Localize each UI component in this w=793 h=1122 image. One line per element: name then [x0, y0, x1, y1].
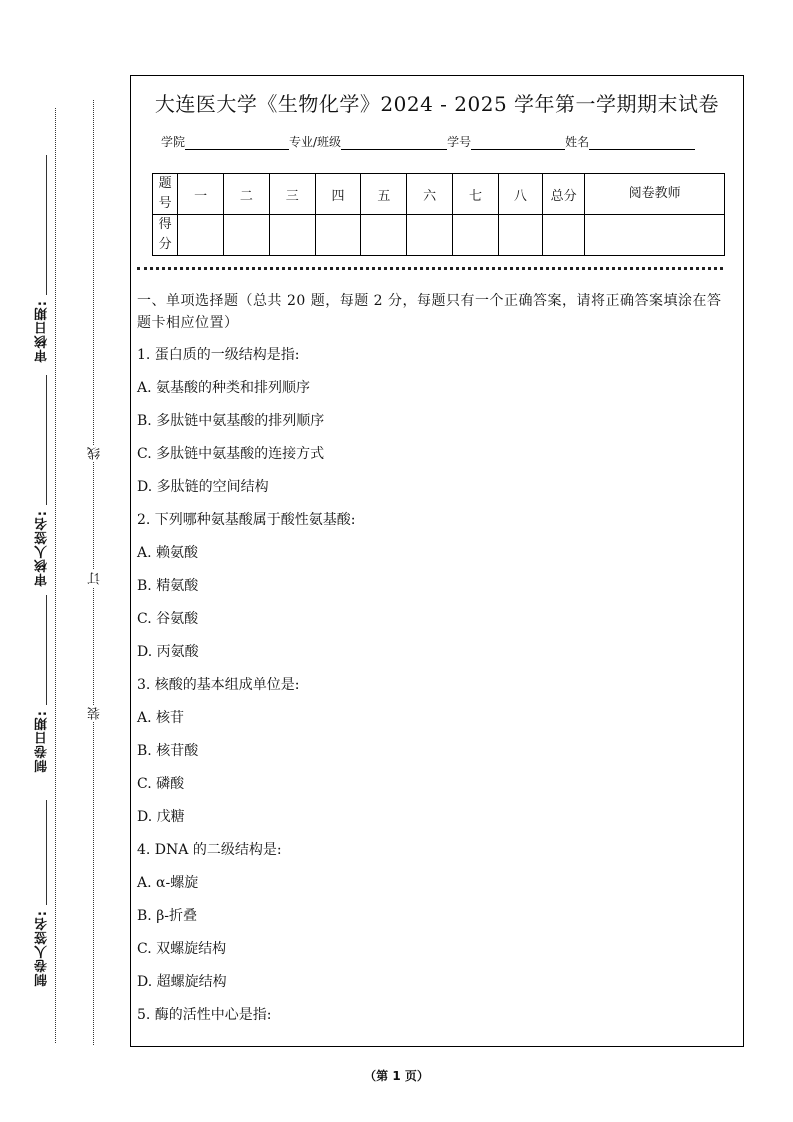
student-info-row — [161, 133, 695, 150]
binding-char-ding: 订 — [88, 572, 103, 585]
major-class-label: 专业/班级 — [289, 135, 342, 149]
score-cell[interactable] — [269, 215, 315, 256]
student-id-label: 学号 — [447, 135, 472, 149]
option-line: C. 多肽链中氨基酸的连接方式 — [137, 446, 325, 462]
college-label: 学院 — [161, 135, 186, 149]
exam-title: 大连医大学《生物化学》2024 - 2025 学年第一学期期末试卷 — [154, 92, 720, 116]
option-line: D. 多肽链的空间结构 — [137, 479, 269, 495]
exam-frame — [130, 75, 744, 1047]
col-7: 七 — [453, 174, 499, 215]
make-date-label: 制卷日期: — [34, 710, 50, 773]
col-6: 六 — [407, 174, 453, 215]
signature-line-maker — [46, 800, 47, 905]
major-class-blank[interactable] — [341, 136, 447, 150]
col-total: 总分 — [542, 174, 584, 215]
option-line: B. β-折叠 — [137, 908, 198, 924]
option-line: C. 双螺旋结构 — [137, 941, 227, 957]
signature-line-review-date — [46, 155, 47, 295]
make-date-field — [20, 710, 64, 772]
option-line: A. 赖氨酸 — [137, 545, 199, 561]
score-cell[interactable] — [361, 215, 407, 256]
page-number: （第 1 页） — [364, 1069, 429, 1083]
option-line: A. 核苷 — [137, 710, 185, 726]
col-8: 八 — [498, 174, 542, 215]
section-1-heading: 一、单项选择题（总共 20 题，每题 2 分，每题只有一个正确答案，请将正确答案填涂在答题卡相应位置） — [137, 293, 722, 331]
question-number-head: 题号 — [153, 174, 178, 215]
col-1: 一 — [178, 174, 224, 215]
option-line: B. 精氨酸 — [137, 578, 199, 594]
maker-signature-field — [20, 910, 64, 986]
review-date-label: 审核日期: — [34, 300, 50, 363]
col-5: 五 — [361, 174, 407, 215]
name-label: 姓名 — [565, 135, 590, 149]
binding-char-xian: 线 — [88, 447, 103, 460]
score-head: 得分 — [153, 215, 178, 256]
question-line: 4. DNA 的二级结构是: — [137, 842, 282, 858]
reviewer-signature-label: 审核人签名: — [34, 510, 50, 587]
signature-line-reviewer — [46, 375, 47, 505]
col-4: 四 — [315, 174, 361, 215]
question-line: 1. 蛋白质的一级结构是指: — [137, 347, 300, 363]
score-cell[interactable] — [453, 215, 499, 256]
option-line: B. 多肽链中氨基酸的排列顺序 — [137, 413, 325, 429]
review-date-field — [20, 300, 64, 362]
score-table-score-row — [153, 215, 725, 256]
reviewer-signature-field — [20, 510, 64, 586]
score-cell[interactable] — [223, 215, 269, 256]
score-cell[interactable] — [498, 215, 542, 256]
question-line: 5. 酶的活性中心是指: — [137, 1007, 272, 1023]
col-2: 二 — [223, 174, 269, 215]
signature-line-make-date — [46, 595, 47, 705]
student-id-blank[interactable] — [471, 136, 565, 150]
question-content — [137, 290, 733, 1037]
question-line: 3. 核酸的基本组成单位是: — [137, 677, 300, 693]
separator-dotted-line — [137, 267, 723, 270]
maker-signature-label: 制卷人签名: — [34, 910, 50, 987]
option-line: D. 超螺旋结构 — [137, 974, 227, 990]
question-line: 2. 下列哪种氨基酸属于酸性氨基酸: — [137, 512, 356, 528]
option-line: A. 氨基酸的种类和排列顺序 — [137, 380, 311, 396]
col-3: 三 — [269, 174, 315, 215]
score-cell[interactable] — [542, 215, 584, 256]
score-cell[interactable] — [315, 215, 361, 256]
option-line: B. 核苷酸 — [137, 743, 199, 759]
option-line: C. 磷酸 — [137, 776, 185, 792]
binding-char-zhuang: 装 — [88, 707, 103, 720]
option-line: D. 丙氨酸 — [137, 644, 199, 660]
option-line: A. α-螺旋 — [137, 875, 199, 891]
option-line: C. 谷氨酸 — [137, 611, 199, 627]
college-blank[interactable] — [185, 136, 289, 150]
score-table-header-row — [153, 174, 725, 215]
score-cell[interactable] — [178, 215, 224, 256]
score-cell[interactable] — [585, 215, 725, 256]
col-grader: 阅卷教师 — [585, 174, 725, 215]
score-table — [152, 173, 725, 256]
option-line: D. 戊糖 — [137, 809, 185, 825]
name-blank[interactable] — [589, 136, 695, 150]
score-cell[interactable] — [407, 215, 453, 256]
